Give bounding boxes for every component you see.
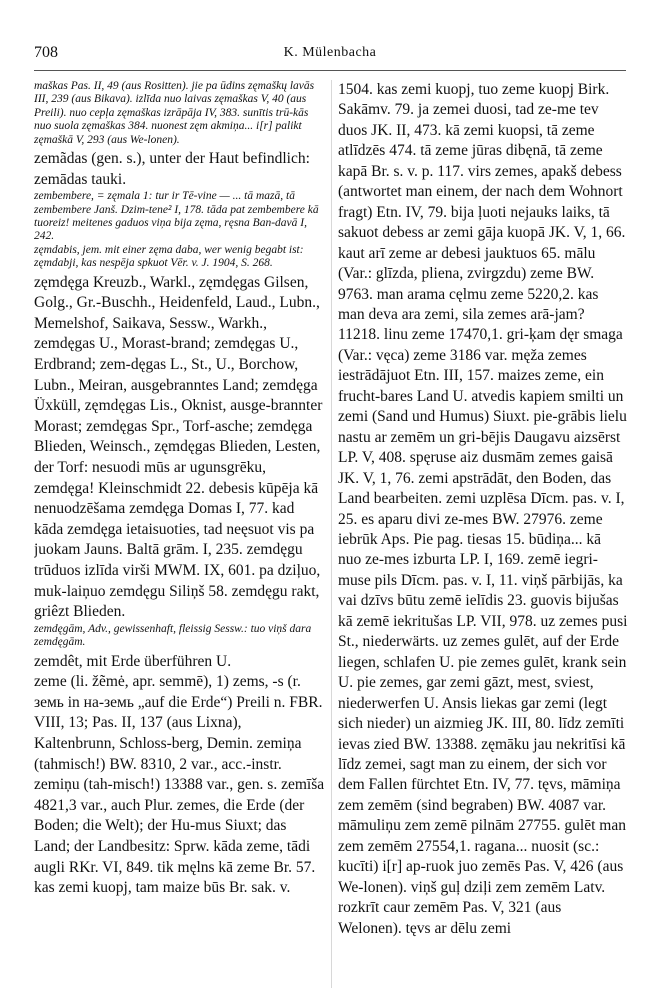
entry-zemdega: zęmdęga Kreuzb., Warkl., zęmdęgas Gilsen, Golg., Gr.-Buschh., Heidenfeld, Laud., Lubn., Memelshof, Saikava, Sessw., Warkh., zemdęgas U., Morast-brand; zemdęgas U., Erdbrand; zem-dęgas L., St., U., Borchow, Lubn., Meiran, ausgebranntes Land; zemdęga Üxküll, zęmdęgas Lis., Oknist, ausge-brannter Morast; zemdęgas Spr., Torf-asche; zemdęga Blieden, Weinsch., zęmdęgas Blieden, Lesten, der Torf: nesuodi mūs ar ugunsgrēku, zemdęga! Kleinschmidt 22. debesis kūpēja kā nenuodzēšama zemdęga Domas I, 77. kad kāda zemdęga ietaisuoties, tad neęsuot vis pa juokam Jauns. Baltā grām. I, 235. zemdęgu trūduos izlīda virši MWM. IX, 601. pa dziļuo, muk-laiņuo zemdęgu Siliņš 58. zemdęgu rakt, griêzt Blieden. [34, 273, 323, 621]
entry-zembembere: zembembere, = zęmala 1: tur ir Tē-vine — ... tā mazā, tā zembembere Janš. Dzim-tene² I, 178. tāda pat zembembere kā tuoreiz! meitenes gaduos viņa bija zęma, ręsna Ban-davā I, 242. [34, 190, 319, 243]
entry-zemdegam: zemdęgām, Adv., gewissenhaft, fleissig Sessw.: tuo viņš dara zemdęgām. [34, 622, 312, 649]
entry-zemdet: zemdêt, mit Erde überführen U. [34, 652, 232, 670]
entry-zeme-continued: 1504. kas zemi kuopj, tuo zeme kuopj Birk. Sakāmv. 79. ja zemei duosi, tad ze-me tev duos JK. II, 473. kā zemi kuopsi, tā zeme atlīdzēs 474. tā zeme jūras dibęnā, tā zeme kapā Br. s. v. p. 117. virs zemes, apakš debess (antwortet man einem, der nach dem Wohnort fragt) Etn. IV, 79. bija ļuoti nejauks laiks, tā sakuot debess ar zemi gāja kuopā JK. V, 1, 66. kaut arī zeme ar debesi jauktuos 65. mālu (Var.: glīzda, pliena, zvirgzdu) zeme BW. 9763. man arama cęlmu zeme 5220,2. kas man deva ara zemi, sila zemes arā-jam? 11218. linu zeme 17470,1. gri-ķam dęr smaga (Var.: vęca) zeme 3186 var. męža zemes iestrādājuot Etn. III, 157. maizes zeme, ein frucht-bares Land U. atvedis kapiem smilti un zemi (Sand und Humus) Siuxt. pie-grābis lielu nastu ar zemēm un gri-bējis Daugavu aizsērst LP. V, 408. spęruse aiz dusmām zemes gaisā JK. V, 1, 76. zemi apstrādāt, den Boden, das Land bearbeiten. zemi uzplēsa Dīcm. pas. v. I, 25. es aparu divi ze-mes BW. 27976. zeme iebrūk Aps. Pie pag. tiesas 15. būdiņa... kā nuo ze-mes izburta LP. I, 169. zemē iegri-muse pils Dīcm. pas. v. I, 11. viņš pārbijās, ka vai dzīvs būtu zemē ielīdis 23. guovis bijušas kā zemē iekritušas LP. VII, 978. uz zemes pusi St., niederwärts. uz zemes gulēt, auf der Erde liegen, schlafen U. pie zemes gulēt, krank sein U. pie zemes, gar zemi gāzt, mest, sviest, niederwerfen U. Ansis liekas gar zemi (legt sich nieder) un aizmieg JK. III, 80. līdz zemīti ievas zied BW. 13388. zęmāku jau nekritīsi kā līdz zemei, sagt man zu einem, der sich vor dem Fallen fürchtet Etn. IV, 77. tęvs, māmiņa zem zemēm (sind begraben) BW. 4087 var. māmuliņu zem zemē pilnām 27755. gulēt man zem zemēm 27554,1. ragana... nuosit (sc.: kucīti) i[r] ap-ruok juo zemēs Pas. V, 426 (aus We-lonen). viņš guļ dziļi zem zemēm Latv. rozkrīt caur zemēm Pas. V, 321 (aus Welonen). tęvs ar dēlu zemi [338, 81, 628, 937]
entry-zemadas: zemãdas (gen. s.), unter der Haut befindlich: zemādas tauki. [34, 150, 310, 188]
entry-zeme: zeme (li. žẽmė, apr. semmē), 1) zems, -s (r. земь in на-земь „auf die Erde“) Preili n. FBR. VIII, 13; Pas. II, 137 (aus Lixna), Kaltenbrunn, Schloss-berg, Demin. zemiņa (tahmisch!) BW. 8310, 2 var., acc.-instr. zemiņu (tah-misch!) 13388 var., gen. s. zemīša 4821,3 var., auch Plur. zemes, die Erde (der Boden; die Welt); der Hu-mus Siuxt; das Land; der Landbesitz: Sprw. kāda zeme, tādi augli RKr. VI, 849. tik męlns kā zeme Br. 57. kas zemi kuopj, tam maize būs Br. sak. v. [34, 673, 325, 897]
page-number: 708 [34, 44, 58, 61]
page-header [34, 42, 626, 71]
entry-paragraph: maškas Pas. II, 49 (aus Rositten). jie pa ūdins zęmaškų lavās III, 239 (aus Bikava). izlīda nuo laivas zęmaškas V, 40 (aus Preili). nuo cepļa zęmaškas izrāpāja IV, 383. sunītis trū-kās nuo suola zęmaškas 384. nuonest zęm akmiņa... i[r] palikt zęmaškā V, 293 (aus We-lonen). [34, 80, 315, 146]
running-head: K. Mülenbacha [283, 45, 377, 60]
column-divider [331, 80, 332, 988]
right-column [338, 80, 628, 992]
left-column [34, 80, 326, 992]
entry-zemdabis: zęmdabis, jem. mit einer zęma daba, wer wenig begabt ist: zęmdabji, kas nespēja spkuot Vēr. v. J. 1904, S. 268. [34, 243, 304, 270]
